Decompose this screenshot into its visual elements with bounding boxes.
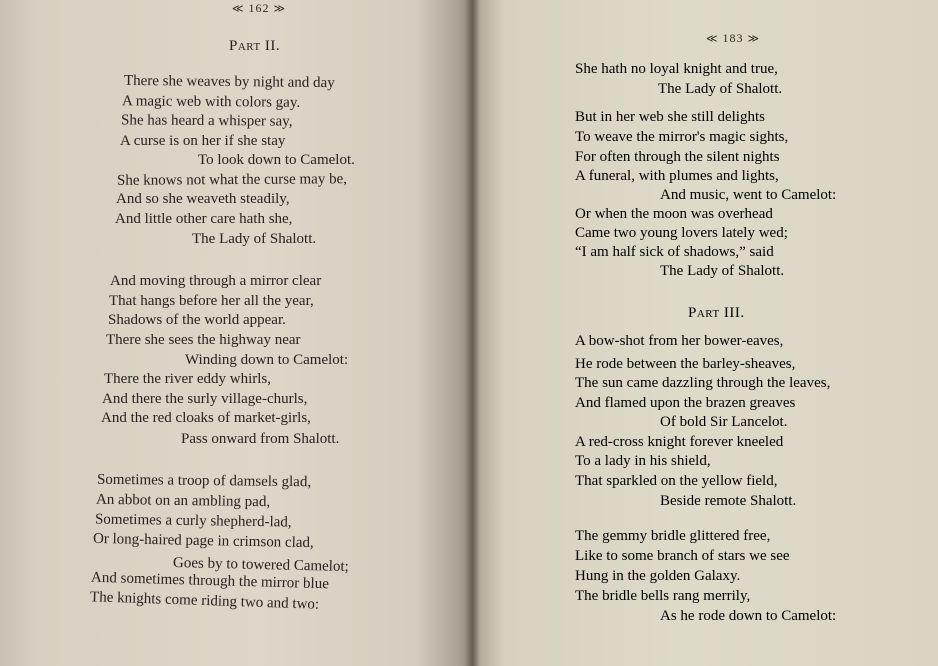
verse-line: The knights come riding two and two: <box>89 589 320 613</box>
verse-line: To a lady in his shield, <box>575 453 711 469</box>
verse-line: Winding down to Camelot: <box>185 352 349 368</box>
verse-line: And moving through a mirror clear <box>110 273 322 289</box>
verse-line: A bow-shot from her bower-eaves, <box>575 333 784 349</box>
part-two-heading: Part II. <box>229 38 281 54</box>
verse-line: The gemmy bridle glittered free, <box>575 528 771 544</box>
verse-line: Or long-haired page in crimson clad, <box>92 530 314 552</box>
verse-line: Hung in the golden Galaxy. <box>575 568 741 584</box>
verse-line: And the red cloaks of market-girls, <box>101 410 311 426</box>
verse-line: He rode between the barley-sheaves, <box>575 356 796 372</box>
verse-line: Goes by to towered Camelot; <box>172 555 349 575</box>
right-folio <box>706 31 760 46</box>
verse-line: That sparkled on the yellow field, <box>575 473 778 489</box>
verse-line: There the river eddy whirls, <box>104 371 272 387</box>
left-folio-number: 162 <box>248 1 270 15</box>
verse-line: She has heard a whisper say, <box>120 112 293 130</box>
verse-line: Sometimes a troop of damsels glad, <box>96 471 312 491</box>
folio-ornament-icon: ≫ <box>747 33 761 45</box>
verse-line: She hath no loyal knight and true, <box>575 61 778 77</box>
verse-line: And so she weaveth steadily, <box>116 191 290 207</box>
verse-line: “I am half sick of shadows,” said <box>575 244 774 260</box>
verse-line: Pass onward from Shalott. <box>181 431 340 447</box>
verse-line: Came two young lovers lately wed; <box>575 225 788 241</box>
verse-line: But in her web she still delights <box>575 109 765 125</box>
verse-line: A red-cross knight forever kneeled <box>575 434 784 450</box>
verse-line: The sun came dazzling through the leaves, <box>575 375 831 391</box>
verse-line: Sometimes a curly shepherd-lad, <box>94 511 292 531</box>
verse-line: Like to some branch of stars we see <box>575 548 790 564</box>
folio-ornament-icon: ≪ <box>232 3 245 15</box>
verse-line: And little other care hath she, <box>115 211 293 227</box>
verse-line: To look down to Camelot. <box>198 152 355 168</box>
verse-line: She knows not what the curse may be, <box>116 171 348 189</box>
verse-line: That hangs before her all the year, <box>109 293 314 309</box>
verse-line: The bridle bells rang merrily, <box>575 588 751 604</box>
verse-line: And flamed upon the brazen greaves <box>575 395 796 411</box>
verse-line: And sometimes through the mirror blue <box>90 569 330 593</box>
right-folio-number: 183 <box>722 31 744 45</box>
verse-line: The Lady of Shalott. <box>658 81 783 97</box>
verse-line: The Lady of Shalott. <box>660 263 785 279</box>
verse-line: Shadows of the world appear. <box>108 312 286 328</box>
verse-line: A funeral, with plumes and lights, <box>575 168 779 184</box>
verse-line: There she sees the highway near <box>106 332 301 348</box>
verse-line: Beside remote Shalott. <box>660 493 797 509</box>
verse-line: Of bold Sir Lancelot. <box>660 414 788 430</box>
verse-line: Or when the moon was overhead <box>575 206 773 222</box>
verse-line: There she weaves by night and day <box>123 72 335 92</box>
verse-line: An abbot on an ambling pad, <box>95 491 271 511</box>
verse-line: A curse is on her if she stay <box>120 133 286 149</box>
book-gutter <box>465 0 479 666</box>
folio-ornament-icon: ≫ <box>273 3 287 15</box>
verse-line: And music, went to Camelot: <box>660 187 837 203</box>
folio-ornament-icon: ≪ <box>706 33 719 45</box>
verse-line: A magic web with colors gay. <box>121 93 301 111</box>
verse-line: As he rode down to Camelot: <box>660 608 837 624</box>
left-folio <box>232 1 286 16</box>
verse-line: For often through the silent nights <box>575 149 780 165</box>
verse-line: And there the surly village-churls, <box>102 391 308 407</box>
verse-line: To weave the mirror's magic sights, <box>575 129 789 145</box>
verse-line: The Lady of Shalott. <box>192 231 317 247</box>
part-three-heading: Part III. <box>688 305 745 321</box>
